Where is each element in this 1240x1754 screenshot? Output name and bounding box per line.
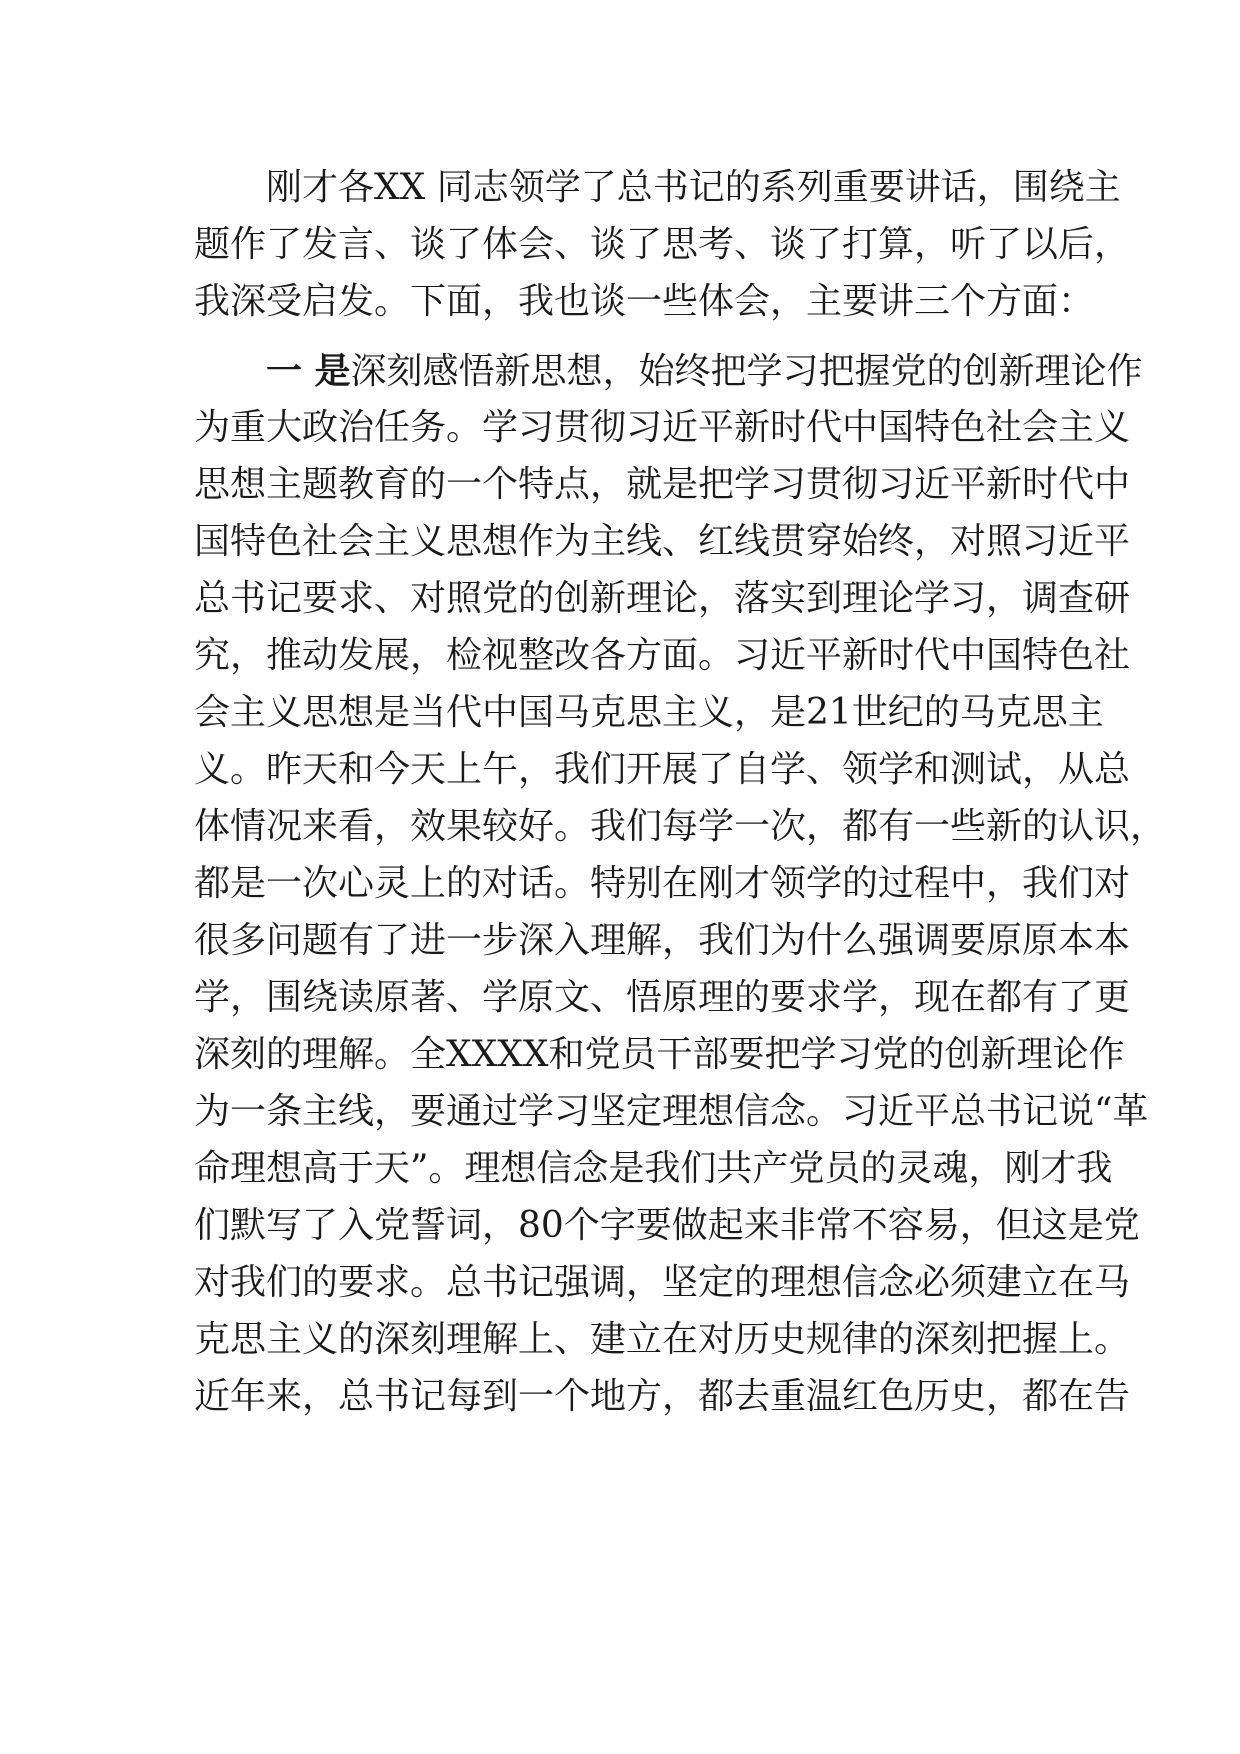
paragraph-2-line-3: 思想主题教育的一个特点，就是把学习贯彻习近平新时代中	[194, 464, 1131, 505]
paragraph-2-line-5: 总书记要求、对照党的创新理论，落实到理论学习，调查研	[194, 578, 1131, 619]
paragraph-2-line-7: 会主义思想是当代中国马克思主义，是21世纪的马克思主	[194, 692, 1104, 733]
paragraph-2-line-18: 克思主义的深刻理解上、建立在对历史规律的深刻把握上。	[194, 1319, 1131, 1360]
paragraph-2-line-2: 为重大政治任务。学习贯彻习近平新时代中国特色社会主义	[194, 407, 1131, 448]
paragraph-2-line-17: 对我们的要求。总书记强调，坚定的理想信念必须建立在马	[194, 1262, 1131, 1303]
paragraph-2-lead: 一 是	[266, 350, 351, 392]
paragraph-2-line-8: 义。昨天和今天上午，我们开展了自学、领学和测试，从总	[194, 749, 1131, 790]
paragraph-2-line-9: 体情况来看，效果较好。我们每学一次，都有一些新的认识，	[194, 806, 1167, 847]
paragraph-2-line-14: 为一条主线，要通过学习坚定理想信念。习近平总书记说“革	[194, 1091, 1149, 1132]
paragraph-2-line-6: 究，推动发展，检视整改各方面。习近平新时代中国特色社	[194, 635, 1131, 676]
paragraph-2-line-10: 都是一次心灵上的对话。特别在刚才领学的过程中，我们对	[194, 863, 1131, 904]
paragraph-2-line-1	[266, 343, 1143, 399]
paragraph-2-line-11: 很多问题有了进一步深入理解，我们为什么强调要原原本本	[194, 920, 1131, 961]
paragraph-2-line-19: 近年来，总书记每到一个地方，都去重温红色历史，都在告	[194, 1376, 1131, 1417]
paragraph-2-line-12: 学，围绕读原著、学原文、悟原理的要求学，现在都有了更	[194, 977, 1131, 1018]
paragraph-1-line-1: 刚才各XX 同志领学了总书记的系列重要讲话，围绕主	[266, 167, 1121, 208]
paragraph-1-line-3: 我深受启发。下面，我也谈一些体会，主要讲三个方面：	[194, 281, 1095, 322]
paragraph-1-line-2: 题作了发言、谈了体会、谈了思考、谈了打算，听了以后，	[194, 224, 1131, 265]
paragraph-2-line-13: 深刻的理解。全XXXX和党员干部要把学习党的创新理论作	[194, 1034, 1125, 1075]
paragraph-2-line-4: 国特色社会主义思想作为主线、红线贯穿始终，对照习近平	[194, 521, 1131, 562]
paragraph-2-line-16: 们默写了入党誓词，80个字要做起来非常不容易，但这是党	[194, 1205, 1140, 1246]
paragraph-2-line-1-text: 深刻感悟新思想，始终把学习把握党的创新理论作	[350, 351, 1143, 392]
paragraph-2-line-15: 命理想高于天”。理想信念是我们共产党员的灵魂，刚才我	[194, 1148, 1113, 1189]
